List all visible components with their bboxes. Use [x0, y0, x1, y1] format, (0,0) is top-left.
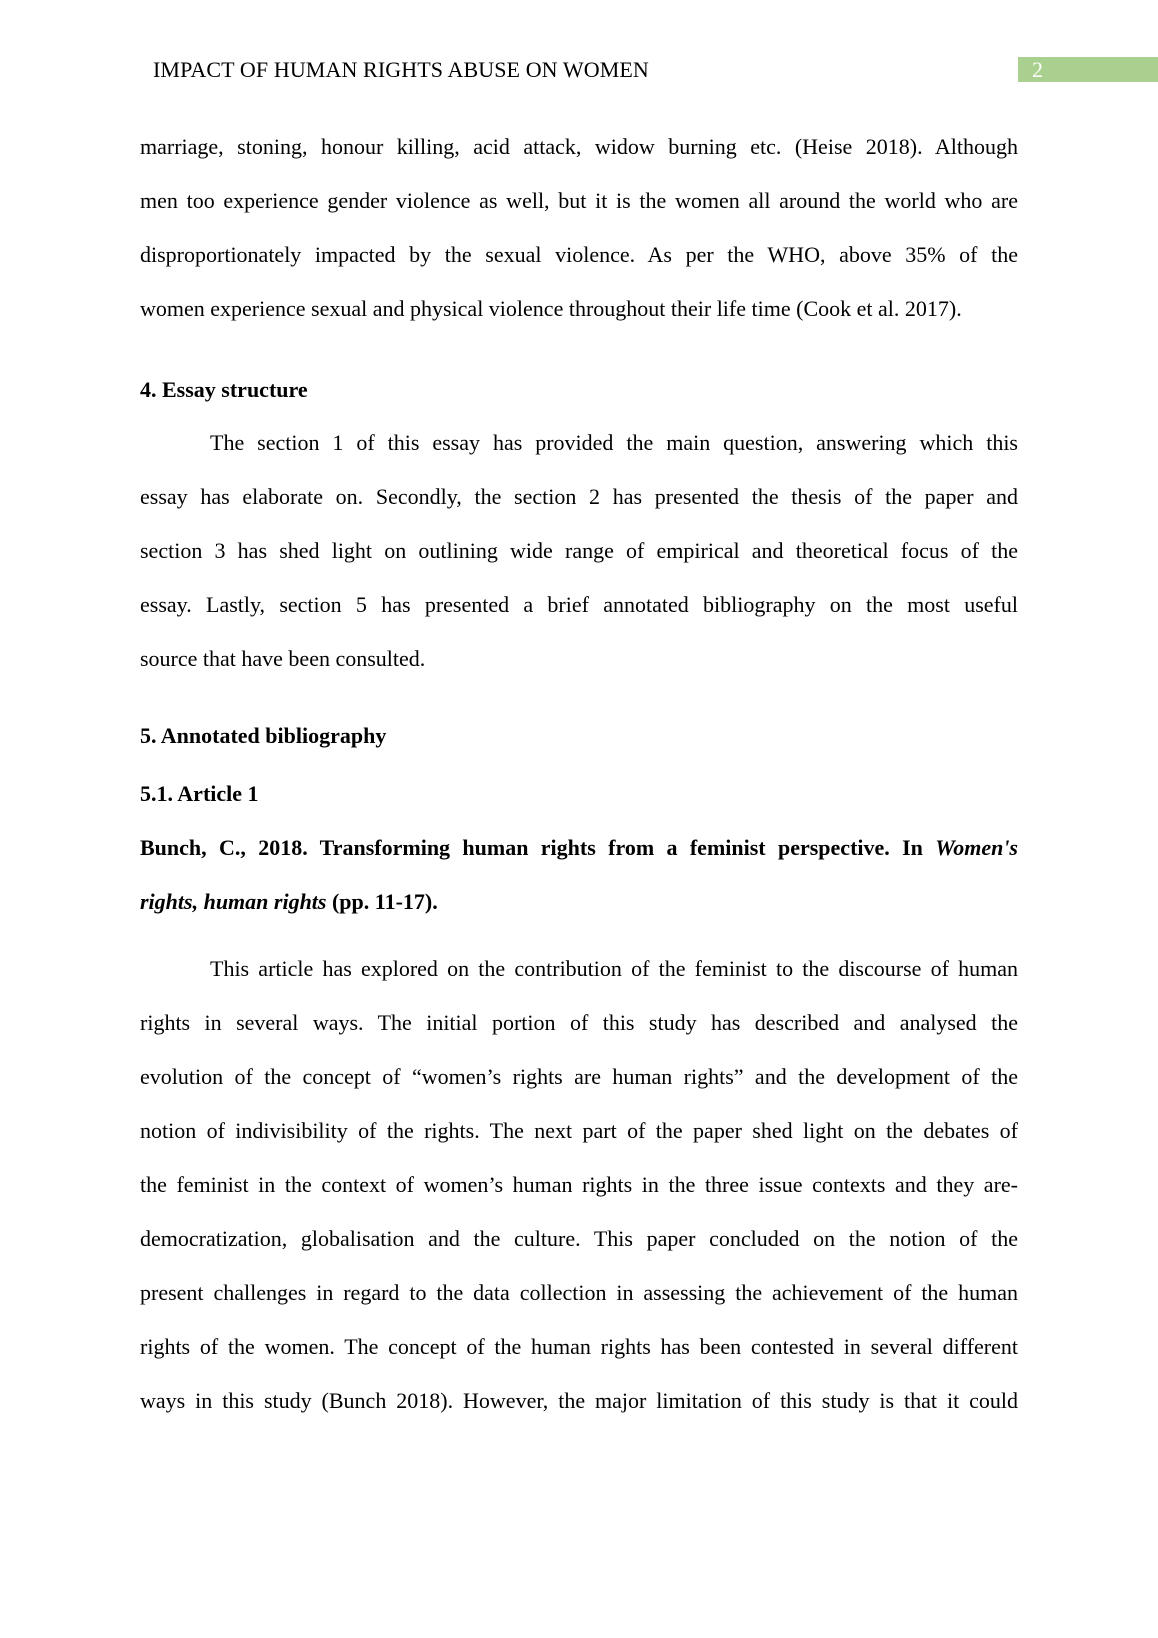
intro-paragraph: [140, 134, 1018, 350]
paragraph-line: democratization, globalisation and the culture. This paper concluded on the notion of the: [140, 1226, 1018, 1251]
paragraph-line: notion of indivisibility of the rights. The next part of the paper shed light on the debates of: [140, 1118, 1018, 1143]
paragraph-line: essay. Lastly, section 5 has presented a brief annotated bibliography on the most useful: [140, 592, 1018, 617]
citation-pages: (pp. 11-17).: [326, 889, 438, 914]
citation-line: [140, 835, 1018, 889]
section-heading-essay-structure: 4. Essay structure: [140, 377, 308, 402]
paragraph-line: ways in this study (Bunch 2018). However, the major limitation of this study is that it could: [140, 1388, 1018, 1413]
running-head: IMPACT OF HUMAN RIGHTS ABUSE ON WOMEN: [153, 57, 649, 82]
paragraph-line: men too experience gender violence as well, but it is the women all around the world who are: [140, 188, 1018, 213]
paragraph-line: section 3 has shed light on outlining wide range of empirical and theoretical focus of the: [140, 538, 1018, 563]
paragraph-line: The section 1 of this essay has provided the main question, answering which this: [210, 430, 1018, 455]
page-number: 2: [1032, 57, 1043, 82]
paragraph-line: marriage, stoning, honour killing, acid attack, widow burning etc. (Heise 2018). Although: [140, 134, 1018, 159]
article-annotation-paragraph: [140, 956, 1018, 1442]
paragraph-line: present challenges in regard to the data collection in assessing the achievement of the human: [140, 1280, 1018, 1305]
paragraph-line: disproportionately impacted by the sexual violence. As per the WHO, above 35% of the: [140, 242, 1018, 267]
subheading-article-1: 5.1. Article 1: [140, 781, 259, 806]
page-number-bar: [1018, 57, 1158, 82]
paragraph-line: the feminist in the context of women’s human rights in the three issue contexts and they are-: [140, 1172, 1018, 1197]
paragraph-line: evolution of the concept of “women’s rights are human rights” and the development of the: [140, 1064, 1018, 1089]
paragraph-line: rights in several ways. The initial portion of this study has described and analysed the: [140, 1010, 1018, 1035]
paragraph-line: source that have been consulted.: [140, 646, 426, 671]
paragraph-line: essay has elaborate on. Secondly, the section 2 has presented the thesis of the paper and: [140, 484, 1018, 509]
essay-structure-paragraph: [140, 430, 1018, 700]
citation-line: [140, 889, 1018, 943]
section-heading-annotated-bibliography: 5. Annotated bibliography: [140, 723, 387, 748]
paragraph-line: women experience sexual and physical violence throughout their life time (Cook et al. 2017).: [140, 296, 962, 321]
citation-title-italic: rights, human rights: [140, 889, 327, 914]
citation-title-italic: Women's: [935, 835, 1018, 860]
paragraph-line: This article has explored on the contribution of the feminist to the discourse of human: [210, 956, 1018, 981]
paragraph-line: rights of the women. The concept of the human rights has been contested in several different: [140, 1334, 1018, 1359]
bibliography-citation: [140, 835, 1018, 943]
citation-text: Bunch, C., 2018. Transforming human rights from a feminist perspective. In: [140, 835, 936, 860]
